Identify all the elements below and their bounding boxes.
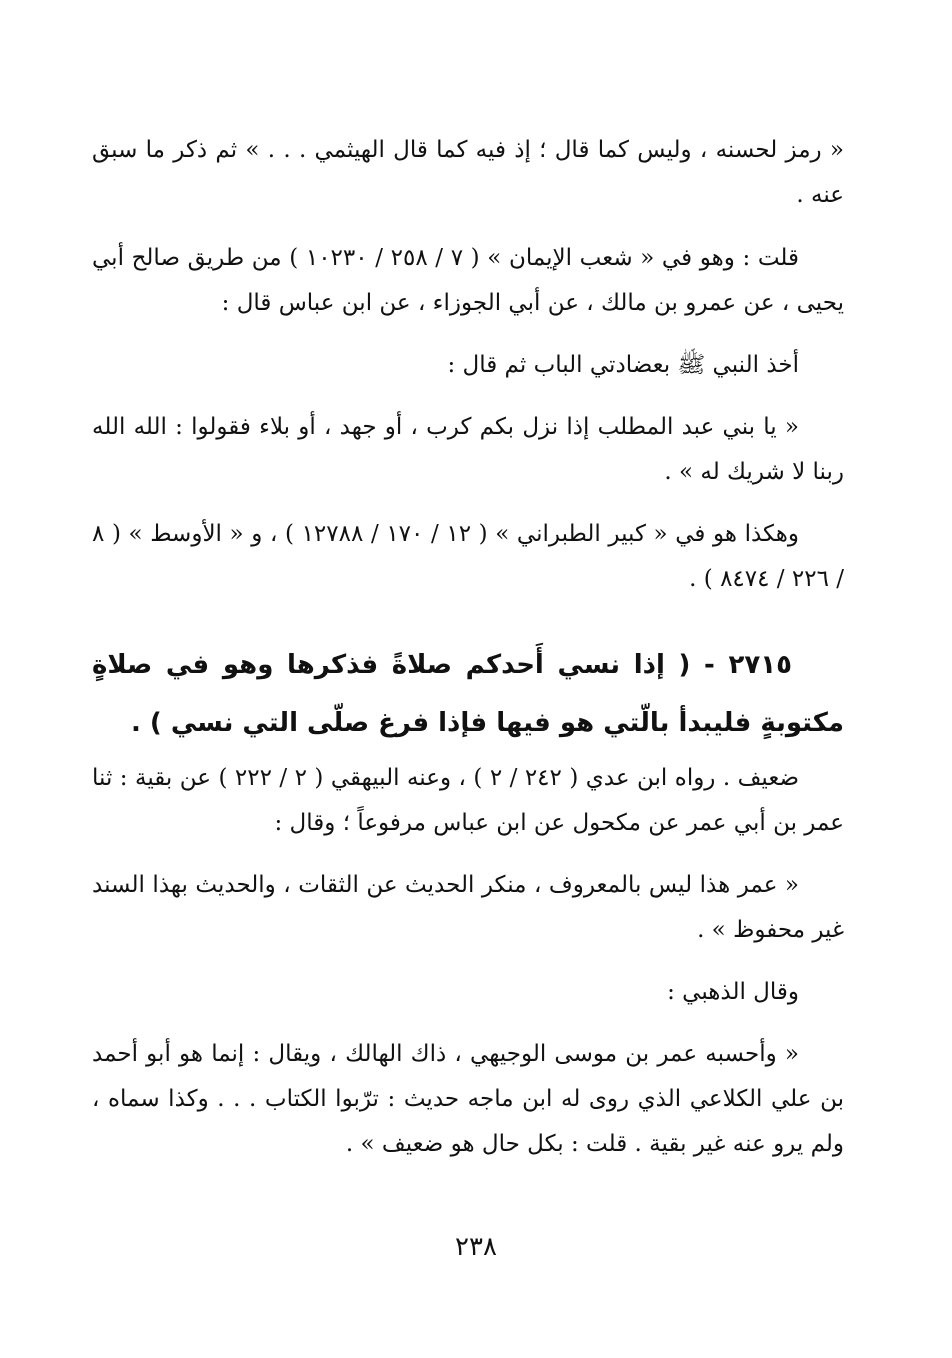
hadith-heading-2715: ٢٧١٥ - ( إذا نسي أَحدكم صلاةً فذكرها وهو في صلاةٍ مكتوبةٍ فليبدأ بالّتي هو فيها فإذا فرغ صلّى التي نسي ) .: [92, 650, 844, 738]
paragraph-narration-intro: أخذ النبي ﷺ بعضادتي الباب ثم قال :: [447, 352, 799, 378]
paragraph-dhahabi-intro: وقال الذهبي :: [667, 979, 799, 1005]
paragraph-hadith-quote: « يا بني عبد المطلب إذا نزل بكم كرب ، أو جهد ، أو بلاء فقولوا : الله الله ربنا لا شريك له » .: [92, 414, 844, 485]
paragraph-quote-continuation: « رمز لحسنه ، وليس كما قال ؛ إذ فيه كما قال الهيثمي . . . » ثم ذكر ما سبق عنه .: [92, 137, 844, 208]
paragraph-ibn-adi-quote: « عمر هذا ليس بالمعروف ، منكر الحديث عن الثقات ، والحديث بهذا السند غير محفوظ » .: [92, 872, 844, 943]
page-body: [92, 128, 844, 1328]
paragraph-grading: ضعيف . رواه ابن عدي ( ٢٤٢ / ٢ ) ، وعنه البيهقي ( ٢ / ٢٢٢ ) عن بقية : ثنا عمر بن أبي عمر عن مكحول عن ابن عباس مرفوعاً ؛ وقال :: [92, 765, 844, 836]
page-number: ٢٣٨: [455, 1232, 497, 1262]
paragraph-tabarani-reference: وهكذا هو في « كبير الطبراني » ( ١٢ / ١٧٠ / ١٢٧٨٨ ) ، و « الأوسط » ( ٨ / ٢٢٦ / ٨٤٧٤ ) .: [92, 521, 844, 592]
paragraph-shuab-iman-reference: قلت : وهو في « شعب الإيمان » ( ٧ / ٢٥٨ / ١٠٢٣٠ ) من طريق صالح أبي يحيى ، عن عمرو بن مالك ، عن أبي الجوزاء ، عن ابن عباس قال :: [92, 245, 844, 316]
paragraph-dhahabi-quote: « وأحسبه عمر بن موسى الوجيهي ، ذاك الهالك ، ويقال : إنما هو أبو أحمد بن علي الكلاعي الذي روى له ابن ماجه حديث : ترّبوا الكتاب . . . وكذا سماه ، ولم يرو عنه غير بقية . قلت : بكل حال هو ضعيف » .: [92, 1041, 844, 1157]
